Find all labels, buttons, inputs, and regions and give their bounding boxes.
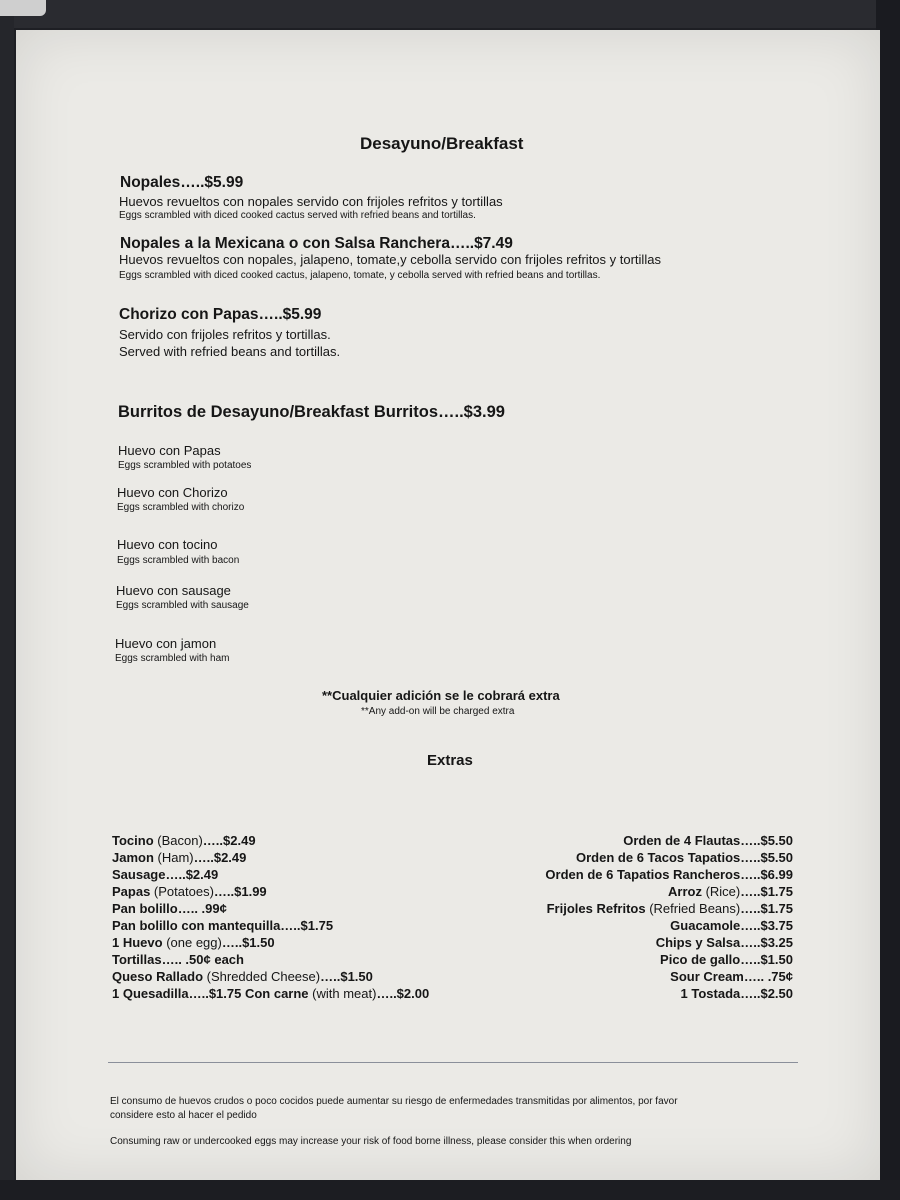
menu-item-name: Nopales…..$5.99 — [120, 174, 244, 191]
burrito-option-en: Eggs scrambled with potatoes — [118, 460, 252, 471]
extra-item-left: Pan bolillo….. .99¢ — [112, 901, 227, 916]
extra-item-left: 1 Huevo (one egg)…..$1.50 — [112, 935, 275, 950]
extra-item-right: Frijoles Refritos (Refried Beans)…..$1.75 — [546, 901, 793, 916]
food-safety-notice-es-line1: El consumo de huevos crudos o poco cocidos puede aumentar su riesgo de enfermedades transmitidas por alimentos, por favor — [110, 1096, 678, 1107]
food-safety-notice-es-line2: considere esto al hacer el pedido — [110, 1110, 257, 1121]
extra-item-right: Guacamole…..$3.75 — [670, 918, 793, 933]
extra-item-left: Tocino (Bacon)…..$2.49 — [112, 833, 256, 848]
extras-heading: Extras — [427, 752, 473, 769]
extra-item-left: Tortillas….. .50¢ each — [112, 952, 244, 967]
menu-item-description-es: Servido con frijoles refritos y tortillas. — [119, 327, 331, 342]
binder-bottom — [0, 1180, 900, 1200]
page-title: Desayuno/Breakfast — [360, 134, 524, 153]
extra-item-right: Orden de 6 Tapatios Rancheros…..$6.99 — [545, 867, 793, 882]
extra-item-right: Orden de 6 Tacos Tapatios…..$5.50 — [576, 850, 793, 865]
extra-item-right: Chips y Salsa…..$3.25 — [655, 935, 793, 950]
addon-note-es: **Cualquier adición se le cobrará extra — [322, 688, 560, 703]
extra-item-right: Orden de 4 Flautas…..$5.50 — [623, 833, 793, 848]
burrito-option-en: Eggs scrambled with sausage — [116, 600, 249, 611]
menu-item-description-en: Served with refried beans and tortillas. — [119, 344, 341, 359]
food-safety-notice-en: Consuming raw or undercooked eggs may increase your risk of food borne illness, please consider this when ordering — [110, 1136, 632, 1147]
menu-item-description-es: Huevos revueltos con nopales servido con frijoles refritos y tortillas — [119, 194, 503, 209]
burrito-option-es: Huevo con Chorizo — [117, 485, 228, 500]
menu-item-name: Chorizo con Papas…..$5.99 — [119, 306, 322, 323]
extra-item-right: 1 Tostada…..$2.50 — [680, 986, 793, 1001]
burrito-option-es: Huevo con sausage — [116, 583, 231, 598]
menu-item-description-es: Huevos revueltos con nopales, jalapeno, tomate,y cebolla servido con frijoles refritos y tortillas — [119, 252, 661, 267]
binder-clip — [0, 0, 46, 16]
burrito-option-en: Eggs scrambled with ham — [115, 653, 230, 664]
menu-page — [16, 30, 880, 1180]
extra-item-left: Sausage…..$2.49 — [112, 867, 219, 882]
extra-item-left: Jamon (Ham)…..$2.49 — [112, 850, 247, 865]
extra-item-right: Sour Cream….. .75¢ — [670, 969, 793, 984]
burrito-option-es: Huevo con jamon — [115, 636, 217, 651]
burritos-heading: Burritos de Desayuno/Breakfast Burritos…..$3.99 — [118, 403, 505, 421]
addon-note-en: **Any add-on will be charged extra — [361, 706, 515, 717]
divider-line — [108, 1062, 798, 1063]
menu-item-description-en: Eggs scrambled with diced cooked cactus served with refried beans and tortillas. — [119, 210, 476, 221]
extra-item-left: Queso Rallado (Shredded Cheese)…..$1.50 — [112, 969, 373, 984]
binder-left — [0, 0, 14, 1200]
extra-item-left: Pan bolillo con mantequilla…..$1.75 — [112, 918, 334, 933]
burrito-option-en: Eggs scrambled with bacon — [117, 555, 240, 566]
extra-item-left: 1 Quesadilla…..$1.75 Con carne (with meat)…..$2.00 — [112, 986, 430, 1001]
burrito-option-en: Eggs scrambled with chorizo — [117, 502, 245, 513]
extra-item-left: Papas (Potatoes)…..$1.99 — [112, 884, 267, 899]
menu-item-description-en: Eggs scrambled with diced cooked cactus, jalapeno, tomate, y cebolla served with refried beans and tortillas. — [119, 270, 601, 281]
menu-item-name: Nopales a la Mexicana o con Salsa Ranchera…..$7.49 — [120, 235, 513, 252]
burrito-option-es: Huevo con Papas — [118, 443, 221, 458]
binder-top — [0, 0, 900, 28]
extra-item-right: Pico de gallo…..$1.50 — [660, 952, 793, 967]
extra-item-right: Arroz (Rice)…..$1.75 — [668, 884, 793, 899]
burrito-option-es: Huevo con tocino — [117, 537, 218, 552]
